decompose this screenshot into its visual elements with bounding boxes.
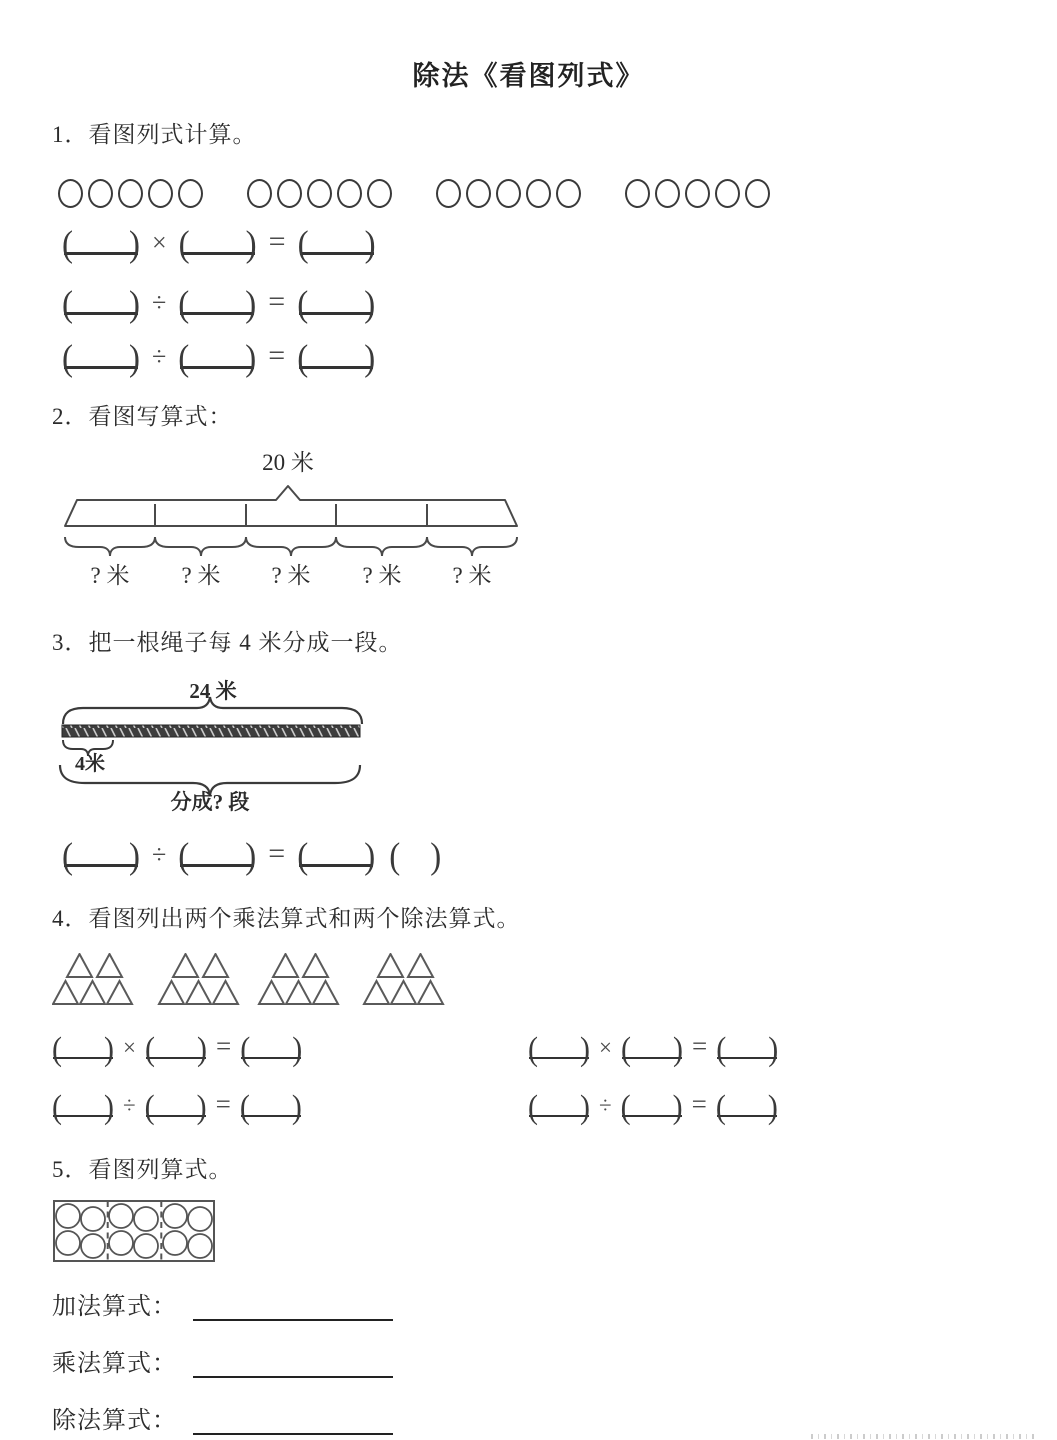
triangle-icon (97, 954, 122, 977)
unit-group (389, 837, 441, 876)
circle-group (625, 179, 770, 208)
equals-sign: = (691, 1031, 708, 1061)
paren-close: ) (196, 1030, 207, 1068)
answer-line (193, 1356, 393, 1378)
paren-open: ( (715, 1088, 726, 1126)
paren-close: ) (245, 338, 257, 380)
divide-sign: ÷ (152, 288, 167, 317)
answer-blank (180, 336, 254, 369)
circle-icon (188, 1207, 212, 1231)
triangle-icon (313, 981, 338, 1004)
answer-group (298, 222, 376, 264)
answer-group (297, 834, 375, 876)
circle-icon (715, 179, 740, 208)
triangle-icon (67, 954, 92, 977)
answer-blank (64, 282, 138, 315)
circle-icon (277, 179, 302, 208)
rope-question-label: 分成? 段 (170, 790, 250, 814)
circle-icon (109, 1204, 133, 1228)
answer-blank (64, 834, 138, 867)
equation-row-multiply (528, 1030, 778, 1067)
answer-group (145, 1030, 207, 1067)
circle-icon (134, 1234, 158, 1258)
paren-open: ( (528, 1030, 538, 1068)
division-label: 除法算式： (52, 1408, 177, 1434)
circle-icon (556, 179, 581, 208)
circle-icon (655, 179, 680, 208)
paren-close: ) (129, 284, 140, 326)
triangle-icon (53, 981, 78, 1004)
paren-close: ) (291, 1088, 302, 1126)
answer-group (62, 834, 140, 876)
paren-close: ) (580, 1030, 590, 1068)
paren-open: ( (178, 284, 190, 326)
circle-group (247, 179, 392, 208)
segment-length-label: ? 米 (452, 563, 492, 588)
equation-row-divide-remainder (62, 834, 441, 876)
circle-icon (178, 179, 203, 208)
paren-close: ) (580, 1088, 590, 1126)
paren-close: ) (245, 284, 257, 326)
paren-close: ) (104, 1088, 114, 1126)
rope-bar (62, 725, 360, 737)
circle-icon (367, 179, 392, 208)
answer-group (528, 1030, 590, 1067)
triangle-icon (107, 981, 132, 1004)
answer-group (297, 282, 375, 324)
circle-icon (56, 1204, 80, 1228)
circle-group (436, 179, 581, 208)
length-bar (65, 486, 517, 526)
circle-icon (496, 179, 521, 208)
circle-icon (163, 1231, 187, 1255)
paren-open: ( (240, 1030, 251, 1068)
paren-close: ) (364, 338, 376, 380)
circle-icon (56, 1231, 80, 1255)
under-brace (65, 537, 155, 556)
paren-open: ( (144, 1088, 155, 1126)
division-answer-line (52, 1400, 393, 1435)
answer-group (240, 1088, 302, 1125)
paren-close: ) (245, 836, 257, 878)
circle-icon (745, 179, 770, 208)
page-title: 除法《看图列式》 (412, 61, 645, 91)
paren-open: ( (52, 1088, 62, 1126)
circle-icon (337, 179, 362, 208)
answer-group (716, 1088, 778, 1125)
circle-icon (148, 179, 173, 208)
equation-row-multiply (52, 1030, 302, 1067)
circle-icon (81, 1234, 105, 1258)
equals-sign: = (691, 1089, 707, 1119)
paren-open: ( (144, 1030, 155, 1068)
equation-row-divide (62, 336, 375, 378)
paren-close: ) (129, 338, 140, 380)
paren-close: ) (767, 1088, 778, 1126)
circle-icon (118, 179, 143, 208)
under-brace (427, 537, 517, 556)
triangle-icon (259, 981, 284, 1004)
answer-group (621, 1088, 683, 1125)
question-4-heading: 4．看图列出两个乘法算式和两个除法算式。 (52, 906, 521, 931)
question-5-heading: 5．看图列算式。 (52, 1157, 233, 1182)
paren-close: ) (129, 224, 140, 266)
paren-open: ( (620, 1030, 631, 1068)
clipped-text-artifact (811, 1434, 1039, 1439)
equals-sign: = (268, 339, 286, 372)
circle-icon (685, 179, 710, 208)
paren-open: ( (297, 338, 309, 380)
answer-group (52, 1088, 114, 1125)
question-1-heading: 1．看图列式计算。 (52, 122, 257, 147)
paren-close: ) (364, 224, 376, 266)
question-3-heading: 3．把一根绳子每 4 米分成一段。 (52, 630, 403, 655)
equation-row-divide (52, 1088, 302, 1125)
multiply-sign: × (599, 1035, 612, 1060)
addition-answer-line (52, 1286, 393, 1321)
paren-open: ( (52, 1030, 62, 1068)
answer-line (193, 1413, 393, 1435)
circle-groups (58, 179, 770, 208)
triangle-icon (159, 981, 184, 1004)
paren-open: ( (297, 224, 309, 266)
paren-open: ( (62, 836, 73, 878)
paren-open: ( (178, 338, 190, 380)
paren-open: ( (528, 1088, 538, 1126)
answer-group (178, 282, 256, 324)
answer-group (240, 1030, 302, 1067)
equals-sign: = (268, 285, 286, 318)
paren-open: ( (297, 836, 309, 878)
divide-sign: ÷ (123, 1093, 136, 1118)
triangle-icon (173, 954, 198, 977)
circle-icon (163, 1204, 187, 1228)
paren-close: ) (196, 1088, 207, 1126)
circle-icon (307, 179, 332, 208)
segment-length-label: ? 米 (181, 563, 221, 588)
equals-sign: = (215, 1031, 232, 1061)
paren-open: ( (178, 836, 190, 878)
triangle-groups (52, 953, 457, 1007)
triangle-icon (213, 981, 238, 1004)
circle-icon (526, 179, 551, 208)
circle-icon (88, 179, 113, 208)
divide-sign: ÷ (152, 840, 167, 869)
answer-blank (299, 336, 373, 369)
circle-icon (58, 179, 83, 208)
answer-blank (300, 222, 374, 255)
multiply-sign: × (123, 1035, 136, 1060)
circle-box-diagram (53, 1200, 215, 1262)
paren-open: ( (239, 1088, 250, 1126)
length-bar-diagram (55, 440, 535, 592)
equation-row-divide (528, 1088, 778, 1125)
triangle-icon (303, 954, 328, 977)
equals-sign: = (215, 1089, 231, 1119)
triangle-icon (273, 954, 298, 977)
answer-group (716, 1030, 778, 1067)
paren-close: ) (245, 224, 257, 266)
triangle-icon (364, 981, 389, 1004)
answer-group (297, 336, 375, 378)
paren-close: ) (104, 1030, 114, 1068)
circle-icon (109, 1231, 133, 1255)
equals-sign: = (268, 837, 286, 870)
answer-group (178, 336, 256, 378)
equals-sign: = (268, 225, 286, 258)
answer-group (52, 1030, 114, 1067)
rope-total-label: 24 米 (189, 679, 237, 703)
circle-icon (247, 179, 272, 208)
segment-length-label: ? 米 (90, 563, 130, 588)
answer-blank (64, 336, 138, 369)
total-length-label: 20 米 (262, 450, 314, 475)
multiplication-answer-line (52, 1343, 393, 1378)
segment-length-label: ? 米 (362, 563, 402, 588)
divide-sign: ÷ (599, 1093, 612, 1118)
paren-open: ( (716, 1030, 727, 1068)
paren-open: ( (62, 338, 73, 380)
paren-close: ) (364, 836, 376, 878)
answer-group (621, 1030, 683, 1067)
triangle-icon (418, 981, 443, 1004)
multiply-sign: × (152, 228, 167, 257)
paren-open: ( (178, 224, 190, 266)
triangle-icon (203, 954, 228, 977)
circle-icon (436, 179, 461, 208)
paren-close: ) (129, 836, 140, 878)
answer-blank (181, 222, 255, 255)
triangle-icon (80, 981, 105, 1004)
triangle-icon (186, 981, 211, 1004)
under-brace (155, 537, 246, 556)
circle-group (58, 179, 203, 208)
under-brace (336, 537, 427, 556)
answer-group (62, 282, 140, 324)
paren-open: ( (62, 284, 73, 326)
equation-row-divide (62, 282, 375, 324)
answer-group (528, 1088, 590, 1125)
segment-length-label: ? 米 (271, 563, 311, 588)
triangle-icon (391, 981, 416, 1004)
rope-diagram (55, 668, 375, 818)
triangle-icon (378, 954, 403, 977)
paren-open: ( (620, 1088, 631, 1126)
paren-close: ) (768, 1030, 779, 1068)
answer-line (193, 1299, 393, 1321)
divide-sign: ÷ (152, 342, 167, 371)
equation-row-multiply (62, 222, 376, 264)
circle-icon (134, 1207, 158, 1231)
triangle-icon (408, 954, 433, 977)
answer-group (62, 336, 140, 378)
paren-open: ( (297, 284, 309, 326)
multiplication-label: 乘法算式： (52, 1351, 177, 1377)
paren-close: ) (364, 284, 376, 326)
paren-close: ) (672, 1030, 683, 1068)
under-brace (246, 537, 336, 556)
paren-open: ( (62, 224, 73, 266)
question-2-heading: 2．看图写算式： (52, 404, 233, 429)
circle-icon (625, 179, 650, 208)
triangle-icon (286, 981, 311, 1004)
rope-unit-label: 4米 (75, 753, 105, 775)
answer-blank (64, 222, 138, 255)
answer-blank (180, 282, 254, 315)
circle-icon (188, 1234, 212, 1258)
paren-close: ) (292, 1030, 303, 1068)
answer-blank (180, 834, 254, 867)
answer-blank (299, 834, 373, 867)
paren-close: ) (430, 836, 442, 878)
answer-group (145, 1088, 207, 1125)
circle-icon (466, 179, 491, 208)
paren-open: ( (389, 836, 401, 878)
answer-group (178, 834, 256, 876)
answer-group (179, 222, 257, 264)
answer-group (62, 222, 140, 264)
circle-icon (81, 1207, 105, 1231)
answer-blank (299, 282, 373, 315)
addition-label: 加法算式： (52, 1294, 177, 1320)
paren-close: ) (672, 1088, 683, 1126)
